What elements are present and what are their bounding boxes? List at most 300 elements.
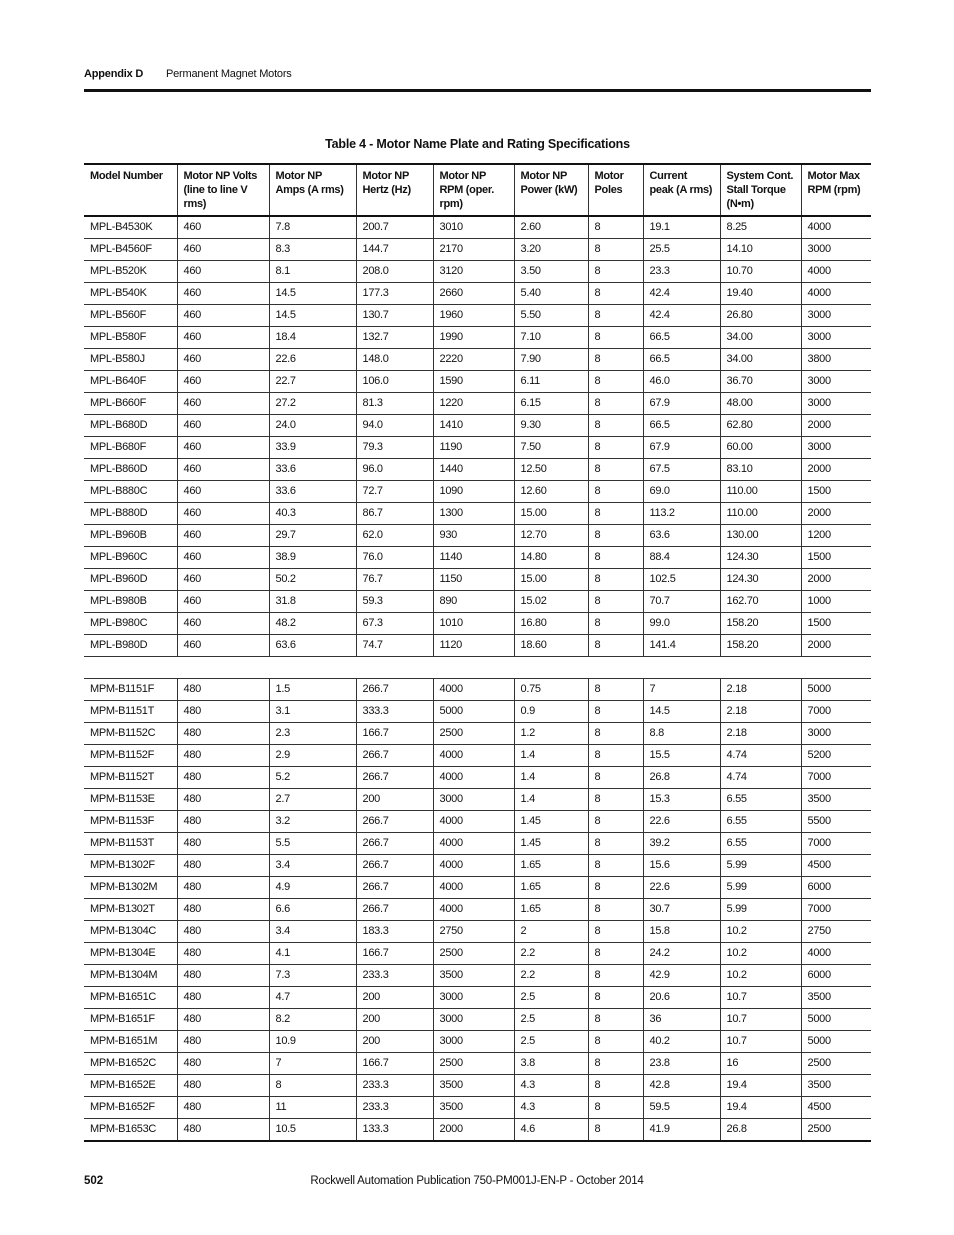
table-cell: 67.9 <box>643 393 720 415</box>
table-row <box>84 569 871 591</box>
table-cell: 266.7 <box>356 745 433 767</box>
table-cell: 5000 <box>433 701 514 723</box>
table-cell: 166.7 <box>356 1053 433 1075</box>
model-number-cell: MPM-B1151T <box>84 701 177 723</box>
table-row <box>84 1075 871 1097</box>
table-cell: 208.0 <box>356 261 433 283</box>
table-cell: 10.9 <box>269 1031 356 1053</box>
table-row <box>84 1031 871 1053</box>
table-cell: 8.8 <box>643 723 720 745</box>
table-cell: 890 <box>433 591 514 613</box>
table-cell: 2220 <box>433 349 514 371</box>
table-cell: 4000 <box>801 283 871 305</box>
table-cell: 3.1 <box>269 701 356 723</box>
model-number-cell: MPL-B980B <box>84 591 177 613</box>
table-row <box>84 1009 871 1031</box>
model-number-cell: MPM-B1152T <box>84 767 177 789</box>
table-cell: 7.10 <box>514 327 588 349</box>
table-cell: 480 <box>177 921 269 943</box>
table-cell: 3000 <box>801 327 871 349</box>
table-cell: 2500 <box>433 723 514 745</box>
table-cell: 8 <box>588 1031 643 1053</box>
table-cell: 8 <box>588 283 643 305</box>
table-cell: 5000 <box>801 679 871 701</box>
table-cell: 200.7 <box>356 216 433 239</box>
table-cell: 8 <box>588 613 643 635</box>
table-cell: 81.3 <box>356 393 433 415</box>
table-cell: 200 <box>356 1009 433 1031</box>
table-cell: 102.5 <box>643 569 720 591</box>
table-cell: 15.00 <box>514 503 588 525</box>
table-cell: 460 <box>177 415 269 437</box>
table-cell: 5200 <box>801 745 871 767</box>
table-cell: 2.2 <box>514 965 588 987</box>
table-cell: 2750 <box>433 921 514 943</box>
table-cell: 460 <box>177 481 269 503</box>
table-cell: 200 <box>356 789 433 811</box>
table-body <box>84 216 871 1141</box>
table-cell: 8 <box>588 1075 643 1097</box>
table-cell: 480 <box>177 767 269 789</box>
table-cell: 8 <box>588 547 643 569</box>
table-cell: 16.80 <box>514 613 588 635</box>
model-number-cell: MPL-B980D <box>84 635 177 657</box>
table-row <box>84 1097 871 1119</box>
table-row <box>84 921 871 943</box>
table-cell: 8.1 <box>269 261 356 283</box>
table-row <box>84 811 871 833</box>
table-cell: 2.3 <box>269 723 356 745</box>
table-cell: 4500 <box>801 1097 871 1119</box>
table-cell: 67.5 <box>643 459 720 481</box>
table-cell: 1.65 <box>514 855 588 877</box>
table-cell: 4000 <box>801 261 871 283</box>
table-cell: 10.2 <box>720 921 801 943</box>
table-cell: 130.7 <box>356 305 433 327</box>
table-cell: 15.5 <box>643 745 720 767</box>
table-cell: 4000 <box>433 745 514 767</box>
table-row <box>84 216 871 239</box>
table-cell: 8 <box>588 987 643 1009</box>
table-cell: 26.8 <box>720 1119 801 1142</box>
table-cell: 3000 <box>433 987 514 1009</box>
model-number-cell: MPL-B880D <box>84 503 177 525</box>
spec-table <box>84 163 871 1142</box>
model-number-cell: MPM-B1304M <box>84 965 177 987</box>
table-row <box>84 899 871 921</box>
table-cell: 2.18 <box>720 723 801 745</box>
table-cell: 6.15 <box>514 393 588 415</box>
table-cell: 4000 <box>801 943 871 965</box>
table-cell: 460 <box>177 239 269 261</box>
table-cell: 3000 <box>433 1009 514 1031</box>
table-cell: 480 <box>177 833 269 855</box>
table-cell: 1.45 <box>514 811 588 833</box>
table-cell: 8 <box>588 723 643 745</box>
table-cell: 59.3 <box>356 591 433 613</box>
table-cell: 460 <box>177 349 269 371</box>
table-cell: 14.10 <box>720 239 801 261</box>
table-row <box>84 679 871 701</box>
model-number-cell: MPM-B1302T <box>84 899 177 921</box>
table-cell: 1990 <box>433 327 514 349</box>
table-cell: 3000 <box>801 393 871 415</box>
table-cell: 2500 <box>801 1119 871 1142</box>
table-cell: 1010 <box>433 613 514 635</box>
table-cell: 480 <box>177 1053 269 1075</box>
table-cell: 266.7 <box>356 811 433 833</box>
table-cell: 460 <box>177 459 269 481</box>
table-row <box>84 481 871 503</box>
model-number-cell: MPL-B680D <box>84 415 177 437</box>
model-number-cell: MPM-B1652E <box>84 1075 177 1097</box>
table-cell: 3.50 <box>514 261 588 283</box>
table-cell: 16 <box>720 1053 801 1075</box>
table-cell: 266.7 <box>356 767 433 789</box>
table-cell: 480 <box>177 855 269 877</box>
table-cell: 48.2 <box>269 613 356 635</box>
table-cell: 266.7 <box>356 855 433 877</box>
model-number-cell: MPL-B640F <box>84 371 177 393</box>
table-cell: 2500 <box>433 943 514 965</box>
table-row <box>84 327 871 349</box>
table-cell: 166.7 <box>356 723 433 745</box>
table-cell: 3120 <box>433 261 514 283</box>
page-number: 502 <box>84 1175 104 1187</box>
table-cell: 62.80 <box>720 415 801 437</box>
table-cell: 5.99 <box>720 855 801 877</box>
table-cell: 15.6 <box>643 855 720 877</box>
table-cell: 12.60 <box>514 481 588 503</box>
table-cell: 460 <box>177 261 269 283</box>
table-cell: 0.75 <box>514 679 588 701</box>
table-cell: 6.55 <box>720 833 801 855</box>
table-cell: 42.4 <box>643 283 720 305</box>
table-cell: 460 <box>177 547 269 569</box>
table-cell: 8 <box>588 833 643 855</box>
table-cell: 39.2 <box>643 833 720 855</box>
table-cell: 1590 <box>433 371 514 393</box>
model-number-cell: MPM-B1302M <box>84 877 177 899</box>
table-cell: 266.7 <box>356 899 433 921</box>
table-row <box>84 415 871 437</box>
table-cell: 480 <box>177 1075 269 1097</box>
table-cell: 1140 <box>433 547 514 569</box>
table-cell: 19.4 <box>720 1097 801 1119</box>
table-cell: 63.6 <box>269 635 356 657</box>
table-cell: 1.4 <box>514 745 588 767</box>
table-cell: 1000 <box>801 591 871 613</box>
model-number-cell: MPM-B1652C <box>84 1053 177 1075</box>
table-cell: 4000 <box>801 216 871 239</box>
table-cell: 8 <box>588 811 643 833</box>
table-cell: 40.3 <box>269 503 356 525</box>
table-cell: 7000 <box>801 833 871 855</box>
table-cell: 12.70 <box>514 525 588 547</box>
table-cell: 7.90 <box>514 349 588 371</box>
table-cell: 233.3 <box>356 1097 433 1119</box>
table-row <box>84 371 871 393</box>
table-cell: 48.00 <box>720 393 801 415</box>
table-row <box>84 613 871 635</box>
model-number-cell: MPL-B960C <box>84 547 177 569</box>
table-row <box>84 437 871 459</box>
table-cell: 31.8 <box>269 591 356 613</box>
model-number-cell: MPM-B1153E <box>84 789 177 811</box>
table-cell: 8 <box>588 415 643 437</box>
table-cell: 33.6 <box>269 481 356 503</box>
table-cell: 15.8 <box>643 921 720 943</box>
table-row <box>84 745 871 767</box>
col-header: Motor Max RPM (rpm) <box>801 164 871 216</box>
table-row <box>84 459 871 481</box>
table-cell: 460 <box>177 503 269 525</box>
table-cell: 8 <box>588 921 643 943</box>
model-number-cell: MPM-B1151F <box>84 679 177 701</box>
table-cell: 4.7 <box>269 987 356 1009</box>
table-cell: 4000 <box>433 679 514 701</box>
table-cell: 1.5 <box>269 679 356 701</box>
section-title: Permanent Magnet Motors <box>165 68 292 80</box>
table-cell: 1.65 <box>514 877 588 899</box>
table-cell: 10.5 <box>269 1119 356 1142</box>
table-cell: 5000 <box>801 1031 871 1053</box>
table-cell: 177.3 <box>356 283 433 305</box>
table-row <box>84 833 871 855</box>
table-cell: 166.7 <box>356 943 433 965</box>
table-row <box>84 591 871 613</box>
table-cell: 8 <box>588 965 643 987</box>
table-cell: 6000 <box>801 877 871 899</box>
table-cell: 29.7 <box>269 525 356 547</box>
table-cell: 4000 <box>433 855 514 877</box>
table-cell: 88.4 <box>643 547 720 569</box>
table-cell: 76.7 <box>356 569 433 591</box>
table-cell: 19.4 <box>720 1075 801 1097</box>
table-cell: 8 <box>588 899 643 921</box>
table-cell: 14.80 <box>514 547 588 569</box>
table-cell: 42.9 <box>643 965 720 987</box>
table-cell: 1090 <box>433 481 514 503</box>
table-cell: 460 <box>177 437 269 459</box>
table-cell: 480 <box>177 811 269 833</box>
table-cell: 2000 <box>801 569 871 591</box>
table-cell: 20.6 <box>643 987 720 1009</box>
table-cell: 66.5 <box>643 415 720 437</box>
table-cell: 2.7 <box>269 789 356 811</box>
table-cell: 34.00 <box>720 327 801 349</box>
table-cell: 4000 <box>433 833 514 855</box>
section-label: Appendix D <box>84 68 144 80</box>
table-cell: 148.0 <box>356 349 433 371</box>
table-row <box>84 239 871 261</box>
table-cell: 12.50 <box>514 459 588 481</box>
col-header: Motor NP Hertz (Hz) <box>356 164 433 216</box>
table-cell: 7000 <box>801 767 871 789</box>
table-cell: 4.1 <box>269 943 356 965</box>
table-cell: 10.70 <box>720 261 801 283</box>
table-cell: 1300 <box>433 503 514 525</box>
table-cell: 460 <box>177 525 269 547</box>
table-cell: 1220 <box>433 393 514 415</box>
model-number-cell: MPL-B960B <box>84 525 177 547</box>
table-cell: 4000 <box>433 899 514 921</box>
table-cell: 76.0 <box>356 547 433 569</box>
running-header <box>84 68 292 80</box>
table-cell: 34.00 <box>720 349 801 371</box>
table-cell: 266.7 <box>356 833 433 855</box>
table-cell: 7.3 <box>269 965 356 987</box>
table-cell: 8 <box>588 239 643 261</box>
table-cell: 480 <box>177 965 269 987</box>
table-cell: 460 <box>177 283 269 305</box>
table-cell: 2500 <box>801 1053 871 1075</box>
table-cell: 36 <box>643 1009 720 1031</box>
table-cell: 5000 <box>801 1009 871 1031</box>
table-cell: 66.5 <box>643 349 720 371</box>
table-cell: 2.60 <box>514 216 588 239</box>
table-cell: 0.9 <box>514 701 588 723</box>
table-cell: 1500 <box>801 547 871 569</box>
table-cell: 480 <box>177 1119 269 1142</box>
table-cell: 8 <box>588 437 643 459</box>
table-cell: 7.50 <box>514 437 588 459</box>
table-cell: 27.2 <box>269 393 356 415</box>
table-cell: 94.0 <box>356 415 433 437</box>
table-cell: 3500 <box>433 1097 514 1119</box>
table-cell: 480 <box>177 679 269 701</box>
table-cell: 2000 <box>433 1119 514 1142</box>
table-row <box>84 525 871 547</box>
table-cell: 18.4 <box>269 327 356 349</box>
table-cell: 8 <box>269 1075 356 1097</box>
table-cell: 460 <box>177 216 269 239</box>
table-cell: 33.6 <box>269 459 356 481</box>
table-cell: 62.0 <box>356 525 433 547</box>
table-row <box>84 701 871 723</box>
table-cell: 4.74 <box>720 745 801 767</box>
table-cell: 67.3 <box>356 613 433 635</box>
table-cell: 1410 <box>433 415 514 437</box>
table-cell: 480 <box>177 723 269 745</box>
model-number-cell: MPM-B1652F <box>84 1097 177 1119</box>
col-header: Current peak (A rms) <box>643 164 720 216</box>
table-row <box>84 349 871 371</box>
table-cell: 3500 <box>433 965 514 987</box>
table-caption: Table 4 - Motor Name Plate and Rating Specifications <box>325 137 630 151</box>
table-cell: 8 <box>588 1009 643 1031</box>
table-cell: 266.7 <box>356 877 433 899</box>
table-cell: 4000 <box>433 811 514 833</box>
table-cell: 8 <box>588 591 643 613</box>
table-cell: 1.45 <box>514 833 588 855</box>
table-row <box>84 877 871 899</box>
table-cell: 6.6 <box>269 899 356 921</box>
table-cell: 8 <box>588 569 643 591</box>
table-cell: 2.18 <box>720 679 801 701</box>
table-cell: 8 <box>588 525 643 547</box>
table-cell: 130.00 <box>720 525 801 547</box>
model-number-cell: MPL-B4530K <box>84 216 177 239</box>
table-cell: 480 <box>177 1009 269 1031</box>
table-cell: 36.70 <box>720 371 801 393</box>
table-cell: 8 <box>588 393 643 415</box>
col-header: Motor NP Power (kW) <box>514 164 588 216</box>
table-cell: 113.2 <box>643 503 720 525</box>
table-cell: 233.3 <box>356 1075 433 1097</box>
table-cell: 3.4 <box>269 921 356 943</box>
table-cell: 50.2 <box>269 569 356 591</box>
table-cell: 3500 <box>801 789 871 811</box>
table-cell: 1960 <box>433 305 514 327</box>
table-cell: 4.3 <box>514 1075 588 1097</box>
table-cell: 132.7 <box>356 327 433 349</box>
table-cell: 3800 <box>801 349 871 371</box>
table-cell: 10.2 <box>720 965 801 987</box>
spacer-cell <box>84 657 871 679</box>
table-cell: 1500 <box>801 613 871 635</box>
model-number-cell: MPL-B560F <box>84 305 177 327</box>
table-cell: 7000 <box>801 701 871 723</box>
table-cell: 22.6 <box>643 811 720 833</box>
table-cell: 266.7 <box>356 679 433 701</box>
table-cell: 124.30 <box>720 547 801 569</box>
table-cell: 144.7 <box>356 239 433 261</box>
table-cell: 23.8 <box>643 1053 720 1075</box>
table-cell: 2.2 <box>514 943 588 965</box>
table-cell: 141.4 <box>643 635 720 657</box>
model-number-cell: MPL-B860D <box>84 459 177 481</box>
table-cell: 23.3 <box>643 261 720 283</box>
table-cell: 4500 <box>801 855 871 877</box>
table-cell: 480 <box>177 877 269 899</box>
table-row <box>84 547 871 569</box>
table-row <box>84 965 871 987</box>
table-cell: 22.7 <box>269 371 356 393</box>
table-cell: 3.4 <box>269 855 356 877</box>
table-cell: 72.7 <box>356 481 433 503</box>
table-cell: 11 <box>269 1097 356 1119</box>
table-cell: 4.9 <box>269 877 356 899</box>
table-row <box>84 261 871 283</box>
table-cell: 200 <box>356 987 433 1009</box>
table-cell: 8 <box>588 503 643 525</box>
model-number-cell: MPL-B4560F <box>84 239 177 261</box>
table-cell: 3010 <box>433 216 514 239</box>
table-cell: 5.50 <box>514 305 588 327</box>
table-cell: 7000 <box>801 899 871 921</box>
table-cell: 6000 <box>801 965 871 987</box>
table-cell: 8 <box>588 877 643 899</box>
table-cell: 63.6 <box>643 525 720 547</box>
table-row <box>84 1119 871 1142</box>
table-cell: 110.00 <box>720 481 801 503</box>
table-cell: 480 <box>177 899 269 921</box>
table-cell: 110.00 <box>720 503 801 525</box>
table-cell: 460 <box>177 371 269 393</box>
table-cell: 5.5 <box>269 833 356 855</box>
table-row <box>84 305 871 327</box>
table-cell: 24.2 <box>643 943 720 965</box>
table-cell: 2750 <box>801 921 871 943</box>
table-cell: 3000 <box>801 305 871 327</box>
table-cell: 99.0 <box>643 613 720 635</box>
table-cell: 8 <box>588 327 643 349</box>
table-cell: 3000 <box>801 371 871 393</box>
table-cell: 5.40 <box>514 283 588 305</box>
table-cell: 15.00 <box>514 569 588 591</box>
table-cell: 4.74 <box>720 767 801 789</box>
